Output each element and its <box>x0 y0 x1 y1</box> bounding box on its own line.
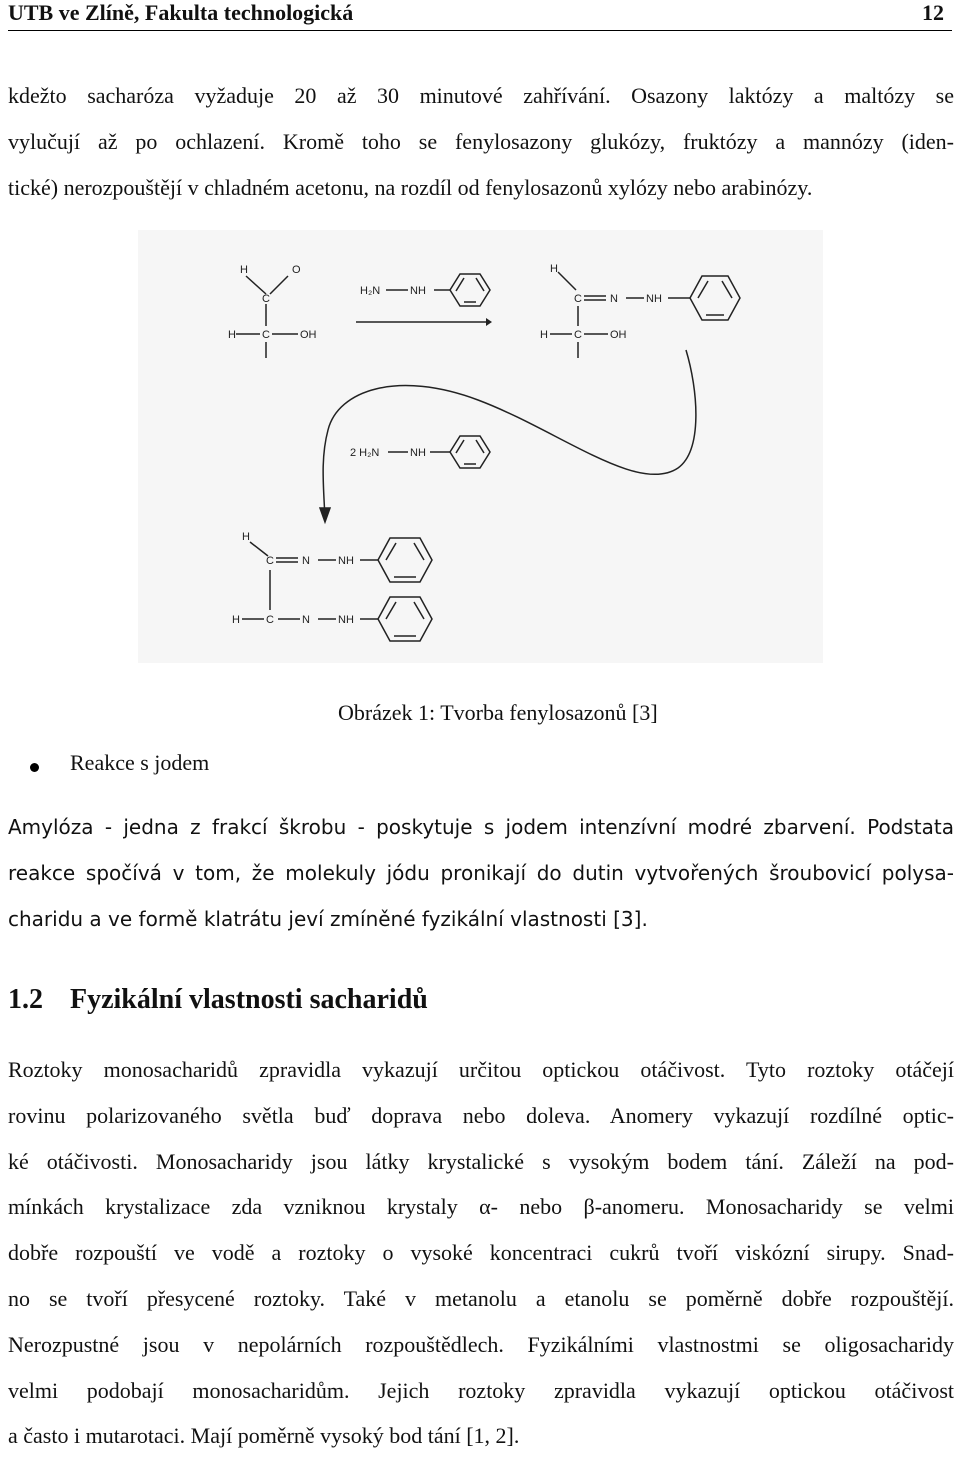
text-line: dobře rozpouští ve vodě a roztoky o vysoké koncentraci cukrů tvoří viskózní sirupy. Snad- <box>8 1240 954 1266</box>
atom-label: C <box>266 614 274 626</box>
text-line: Nerozpustné jsou v nepolárních rozpouštědlech. Fyzikálními vlastnostmi se oligosacharidy <box>8 1331 954 1357</box>
atom-label: C <box>574 329 582 341</box>
atom-label: NH <box>338 555 354 567</box>
atom-label: NH <box>410 447 426 459</box>
atom-label: NH <box>646 293 662 305</box>
text-line: Amylóza - jedna z frakcí škrobu - poskytuje s jodem intenzívní modré zbarvení. Podstata <box>8 815 954 839</box>
atom-label: H₂N <box>360 285 381 297</box>
text-line: kdežto sacharóza vyžaduje 20 až 30 minutové zahřívání. Osazony laktózy a maltózy se <box>8 83 954 108</box>
section-heading <box>8 984 428 1016</box>
atom-label: C <box>262 329 270 341</box>
text-line: velmi podobají monosacharidům. Jejich roztoky zpravidla vykazují optickou otáčivost <box>8 1377 954 1403</box>
atom-label: N <box>302 614 310 626</box>
atom-label: 2 H₂N <box>350 447 380 459</box>
header-title: UTB ve Zlíně, Fakulta technologická <box>8 0 354 25</box>
atom-label: H <box>228 329 236 341</box>
text-line: no se tvoří přesycené roztoky. Také v metanolu a etanolu se poměrně dobře rozpouštějí. <box>8 1285 954 1311</box>
text-line: Roztoky monosacharidů zpravidla vykazují určitou optickou otáčivost. Tyto roztoky otáčejí <box>8 1057 954 1082</box>
bullet-text: Reakce s jodem <box>70 750 210 775</box>
page-number: 12 <box>922 0 944 25</box>
atom-label: NH <box>338 614 354 626</box>
atom-label: H <box>242 531 250 543</box>
paragraph-osazony <box>8 73 954 210</box>
figure-caption: Obrázek 1: Tvorba fenylosazonů [3] <box>338 700 658 725</box>
section-title: Fyzikální vlastnosti sacharidů <box>70 984 428 1015</box>
paragraph-amylose <box>8 805 954 942</box>
atom-label: O <box>292 264 301 276</box>
atom-label: OH <box>300 329 317 341</box>
text-line: charidu a ve formě klatrátu jeví zmíněné fyzikální vlastnosti [3]. <box>8 906 648 931</box>
atom-label: H <box>232 614 240 626</box>
atom-label: NH <box>410 285 426 297</box>
atom-label: C <box>574 293 582 305</box>
text-line: ké otáčivosti. Monosacharidy jsou látky krystalické s vysokým bodem tání. Záleží na pod- <box>8 1148 954 1174</box>
atom-label: C <box>266 555 274 567</box>
text-line: a často i mutarotaci. Mají poměrně vysoký bod tání [1, 2]. <box>8 1423 520 1449</box>
page-header <box>8 0 952 31</box>
atom-label: N <box>610 293 618 305</box>
atom-label: H <box>550 263 558 275</box>
paragraph-physical-properties <box>8 1047 954 1459</box>
text-line: tické) nerozpouštějí v chladném acetonu, na rozdíl od fenylosazonů xylózy nebo arabinózy. <box>8 174 813 200</box>
figure-phenylosazone-formation <box>138 230 823 663</box>
section-number: 1.2 <box>8 984 43 1015</box>
atom-label: C <box>262 293 270 305</box>
atom-label: H <box>240 264 248 276</box>
text-line: reakce spočívá v tom, že molekuly jódu pronikají do dutin vytvořených šroubovicí polysa- <box>8 860 954 885</box>
atom-label: H <box>540 329 548 341</box>
text-line: vylučují až po ochlazení. Kromě toho se fenylosazony glukózy, fruktózy a mannózy (iden- <box>8 128 954 154</box>
reaction-scheme-diagram <box>138 230 823 663</box>
bullet-icon <box>30 763 39 772</box>
text-line: mínkách krystalizace zda vzniknou krystaly α- nebo β-anomeru. Monosacharidy se velmi <box>8 1194 954 1220</box>
atom-label: N <box>302 555 310 567</box>
text-line: rovinu polarizovaného světla buď doprava nebo doleva. Anomery vykazují rozdílné optic- <box>8 1102 954 1128</box>
atom-label: OH <box>610 329 627 341</box>
